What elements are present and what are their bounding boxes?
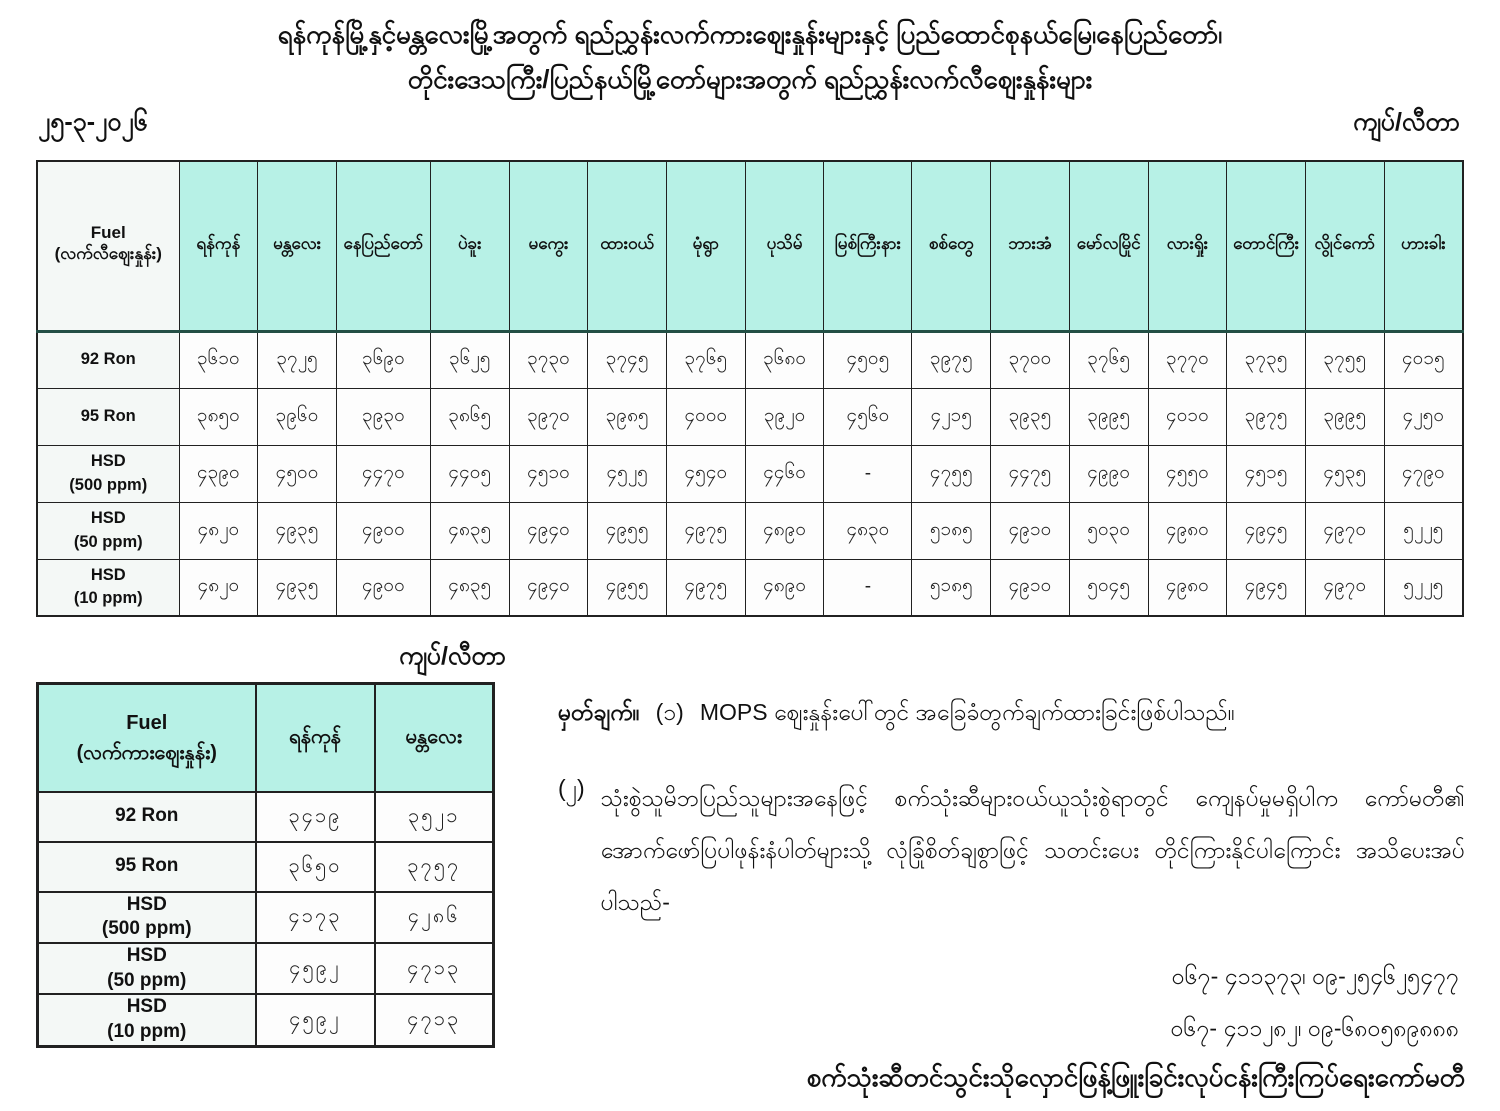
- price-cell: ၄၅၉၂: [256, 994, 375, 1046]
- price-cell: ၃၉၃၀: [336, 388, 430, 445]
- unit-label-wholesale: ကျပ်/လီတာ: [399, 642, 506, 670]
- price-cell: ၃၇၃၅: [1227, 331, 1306, 388]
- fuel-price-row: [38, 892, 494, 943]
- price-cell: ၄၉၃၅: [258, 559, 337, 616]
- fuel-type-cell: HSD (10 ppm): [37, 559, 179, 616]
- price-cell: ၄၉၄၀: [509, 502, 588, 559]
- fuel-type-cell: 92 Ron: [37, 331, 179, 388]
- price-cell: ၅၂၂၅: [1384, 502, 1463, 559]
- city-header-cell: ပဲခူး: [430, 161, 509, 331]
- price-cell: ၄၄၆၀: [745, 445, 824, 502]
- city-header-cell: မန္တလေး: [258, 161, 337, 331]
- price-cell: ၃၈၅၀: [179, 388, 258, 445]
- city-header-cell: ထားဝယ်: [588, 161, 667, 331]
- fuel-type-cell: HSD (10 ppm): [38, 994, 256, 1046]
- price-cell: ၄၉၇၀: [1305, 502, 1384, 559]
- phone-line-1: ၀၆၇- ၄၁၁၃၇၃၊ ၀၉-၂၅၄၆၂၅၄၇၇: [1171, 963, 1459, 989]
- price-cell: ၄၉၅၅: [588, 559, 667, 616]
- price-cell: ၄၃၉၀: [179, 445, 258, 502]
- price-cell: ၄၈၉၀: [745, 502, 824, 559]
- price-cell: ၃၇၀၀: [991, 331, 1070, 388]
- fuel-type-cell: HSD (500 ppm): [37, 445, 179, 502]
- wholesale-price-table: [36, 682, 495, 1048]
- fuel-price-row: [38, 842, 494, 892]
- price-cell: ၄၀၁၀: [1148, 388, 1227, 445]
- price-cell: ၄၉၄၀: [509, 559, 588, 616]
- city-header-cell: ရန်ကုန်: [256, 684, 375, 792]
- city-header-cell: လားရှိုး: [1148, 161, 1227, 331]
- price-cell: ၄၂၁၅: [912, 388, 991, 445]
- note-item-2: [558, 772, 1465, 928]
- note-1-text: MOPS ဈေးနှုန်းပေါ်တွင် အခြေခံတွက်ချက်ထားခြင်းဖြစ်ပါသည်။: [699, 699, 1235, 725]
- unit-label-top: ကျပ်/လီတာ: [1353, 108, 1460, 136]
- city-header-cell: နေပြည်တော်: [336, 161, 430, 331]
- price-cell: ၄၅၄၀: [667, 445, 746, 502]
- fuel-price-row: [37, 502, 1463, 559]
- price-cell: ၅၁၈၅: [912, 559, 991, 616]
- price-cell: ၃၈၆၅: [430, 388, 509, 445]
- price-cell: ၃၉၃၅: [991, 388, 1070, 445]
- city-header-cell: ရန်ကုန်: [179, 161, 258, 331]
- fuel-type-cell: 92 Ron: [38, 792, 256, 842]
- price-cell: ၄၄၇၀: [336, 445, 430, 502]
- wholesale-price-table-container: [36, 682, 492, 1048]
- price-cell: ၄၄၀၅: [430, 445, 509, 502]
- price-cell: ၃၄၁၉: [256, 792, 375, 842]
- price-cell: ၄၄၇၅: [991, 445, 1070, 502]
- price-cell: ၄၅၀၅: [824, 331, 912, 388]
- city-header-cell: ပုသိမ်: [745, 161, 824, 331]
- fuel-price-row: [37, 445, 1463, 502]
- price-cell: ၃၇၃၀: [509, 331, 588, 388]
- fuel-price-row: [37, 331, 1463, 388]
- fuel-type-cell: 95 Ron: [38, 842, 256, 892]
- price-cell: ၄၅၅၀: [1148, 445, 1227, 502]
- price-cell: ၅၁၈၅: [912, 502, 991, 559]
- price-cell: ၄၉၄၅: [1227, 502, 1306, 559]
- price-cell: ၃၉၇၅: [912, 331, 991, 388]
- price-cell: ၄၈၃၅: [430, 502, 509, 559]
- price-cell: ၄၉၉၀: [1069, 445, 1148, 502]
- price-cell: ၃၇၇၀: [1148, 331, 1227, 388]
- city-header-cell: မကွေး: [509, 161, 588, 331]
- city-header-cell: မန္တလေး: [375, 684, 494, 792]
- price-cell: ၄၈၃၀: [824, 502, 912, 559]
- price-cell: ၄၉၀၀: [336, 559, 430, 616]
- price-cell: ၄၈၂၀: [179, 502, 258, 559]
- committee-signature: စက်သုံးဆီတင်သွင်းသိုလှောင်ဖြန့်ဖြူးခြင်းလုပ်ငန်းကြီးကြပ်ရေးကော်မတီ: [806, 1062, 1465, 1092]
- note-2-number: (၂): [558, 775, 585, 801]
- price-cell: ၃၇၆၅: [1069, 331, 1148, 388]
- document-title-line2: တိုင်းဒေသကြီး/ပြည်နယ်မြို့တော်များအတွက် ရည်ညွှန်းလက်လီဈေးနှုန်းများ: [407, 64, 1093, 94]
- price-cell: ၃၆၅၀: [256, 842, 375, 892]
- price-cell: ၃၇၅၅: [1305, 331, 1384, 388]
- price-cell: ၃၉၆၀: [258, 388, 337, 445]
- price-cell: ၄၈၉၀: [745, 559, 824, 616]
- city-header-cell: ဘားအံ: [991, 161, 1070, 331]
- fuel-price-row: [38, 792, 494, 842]
- price-cell: ၄၉၄၅: [1227, 559, 1306, 616]
- price-cell: ၃၆၂၅: [430, 331, 509, 388]
- price-cell: ၄၇၁၃: [375, 943, 494, 994]
- price-cell: ၃၇၂၅: [258, 331, 337, 388]
- price-cell: ၃၇၄၅: [588, 331, 667, 388]
- price-cell: ၄၉၀၀: [336, 502, 430, 559]
- price-cell: ၃၆၉၀: [336, 331, 430, 388]
- price-cell: ၄၂၈၆: [375, 892, 494, 943]
- price-cell: ၃၉၉၅: [1069, 388, 1148, 445]
- retail-price-table-container: [36, 160, 1464, 617]
- price-cell: ၄၉၁၀: [991, 502, 1070, 559]
- city-header-cell: ဟားခါး: [1384, 161, 1463, 331]
- fuel-type-cell: HSD (50 ppm): [37, 502, 179, 559]
- price-cell: ၄၉၁၀: [991, 559, 1070, 616]
- notes-section: [558, 698, 1465, 1099]
- fuel-type-cell: HSD (500 ppm): [38, 892, 256, 943]
- price-cell: ၄၅၂၅: [588, 445, 667, 502]
- city-header-cell: လွိုင်ကော်: [1305, 161, 1384, 331]
- price-cell: ၃၇၆၅: [667, 331, 746, 388]
- price-cell: ၃၉၂၀: [745, 388, 824, 445]
- contact-phone-lines: [558, 950, 1465, 1054]
- note-1-number: (၁): [655, 699, 684, 725]
- price-cell: ၃၉၇၅: [1227, 388, 1306, 445]
- document-title-line1: ရန်ကုန်မြို့နှင့်မန္တလေးမြို့အတွက် ရည်ညွှန်းလက်ကားဈေးနှုန်းများနှင့် ပြည်ထောင်စုနယ်မြေ၊နေပြည်တော်၊: [277, 19, 1223, 49]
- price-cell: ၄၁၇၃: [256, 892, 375, 943]
- price-cell: ၄၀၀၀: [667, 388, 746, 445]
- city-header-cell: မော်လမြိုင်: [1069, 161, 1148, 331]
- price-cell: -: [824, 559, 912, 616]
- price-cell: ၄၉၇၅: [667, 559, 746, 616]
- city-header-cell: မုံရွာ: [667, 161, 746, 331]
- price-cell: ၃၆၈၀: [745, 331, 824, 388]
- price-cell: ၃၉၉၅: [1305, 388, 1384, 445]
- price-cell: ၄၈၂၀: [179, 559, 258, 616]
- city-header-cell: တောင်ကြီး: [1227, 161, 1306, 331]
- price-cell: ၄၉၅၅: [588, 502, 667, 559]
- fuel-price-row: [38, 994, 494, 1046]
- price-cell: ၄၂၅၀: [1384, 388, 1463, 445]
- phone-line-2: ၀၆၇- ၄၁၁၂၈၂၊ ၀၉-၆၈၀၅၈၉၈၈၈: [1170, 1015, 1459, 1041]
- price-cell: ၄၉၈၀: [1148, 502, 1227, 559]
- price-cell: -: [824, 445, 912, 502]
- note-2-text: သုံးစွဲသူမိဘပြည်သူများအနေဖြင့် စက်သုံးဆီများဝယ်ယူသုံးစွဲရာတွင် ကျေနပ်မှုမရှိပါက ကော်မတီ၏ အောက်ဖော်ပြပါဖုန်းနံပါတ်များသို့ လုံခြုံစိတ်ချစွာဖြင့် သတင်းပေး တိုင်ကြားနိုင်ပါကြောင်း အသိပေးအပ်ပါသည်-: [600, 785, 1465, 915]
- price-cell: ၄၉၇၅: [667, 502, 746, 559]
- price-cell: ၄၅၁၀: [509, 445, 588, 502]
- price-cell: ၅၀၃၀: [1069, 502, 1148, 559]
- notes-label: မှတ်ချက်။: [558, 699, 640, 725]
- price-cell: ၄၉၃၅: [258, 502, 337, 559]
- fuel-price-row: [38, 943, 494, 994]
- report-date: ၂၅-၃-၂၀၂၆: [38, 108, 148, 136]
- price-cell: ၄၇၉၀: [1384, 445, 1463, 502]
- price-cell: ၃၉၇၀: [509, 388, 588, 445]
- price-cell: ၄၇၁၃: [375, 994, 494, 1046]
- fuel-type-cell: HSD (50 ppm): [38, 943, 256, 994]
- price-cell: ၄၉၇၀: [1305, 559, 1384, 616]
- fuel-type-cell: 95 Ron: [37, 388, 179, 445]
- city-header-cell: မြစ်ကြီးနား: [824, 161, 912, 331]
- price-cell: ၄၈၃၅: [430, 559, 509, 616]
- price-cell: ၃၇၅၇: [375, 842, 494, 892]
- fuel-header-cell: Fuel (လက်ကားဈေးနှုန်း): [38, 684, 256, 792]
- price-cell: ၄၅၁၅: [1227, 445, 1306, 502]
- price-cell: ၄၅၆၀: [824, 388, 912, 445]
- price-cell: ၄၅၀၀: [258, 445, 337, 502]
- price-cell: ၄၉၈၀: [1148, 559, 1227, 616]
- price-cell: ၄၅၃၅: [1305, 445, 1384, 502]
- price-cell: ၃၅၂၁: [375, 792, 494, 842]
- price-cell: ၃၉၈၅: [588, 388, 667, 445]
- price-cell: ၄၀၁၅: [1384, 331, 1463, 388]
- fuel-price-row: [37, 559, 1463, 616]
- retail-price-table: [36, 160, 1464, 617]
- document-title: [0, 12, 1500, 102]
- note-item-1: [558, 698, 1465, 732]
- price-cell: ၃၆၁၀: [179, 331, 258, 388]
- city-header-cell: စစ်တွေ: [912, 161, 991, 331]
- price-cell: ၄၅၉၂: [256, 943, 375, 994]
- price-cell: ၄၇၅၅: [912, 445, 991, 502]
- fuel-header-cell: Fuel (လက်လီဈေးနှုန်း): [37, 161, 179, 331]
- price-cell: ၅၀၄၅: [1069, 559, 1148, 616]
- fuel-price-row: [37, 388, 1463, 445]
- price-cell: ၅၂၂၅: [1384, 559, 1463, 616]
